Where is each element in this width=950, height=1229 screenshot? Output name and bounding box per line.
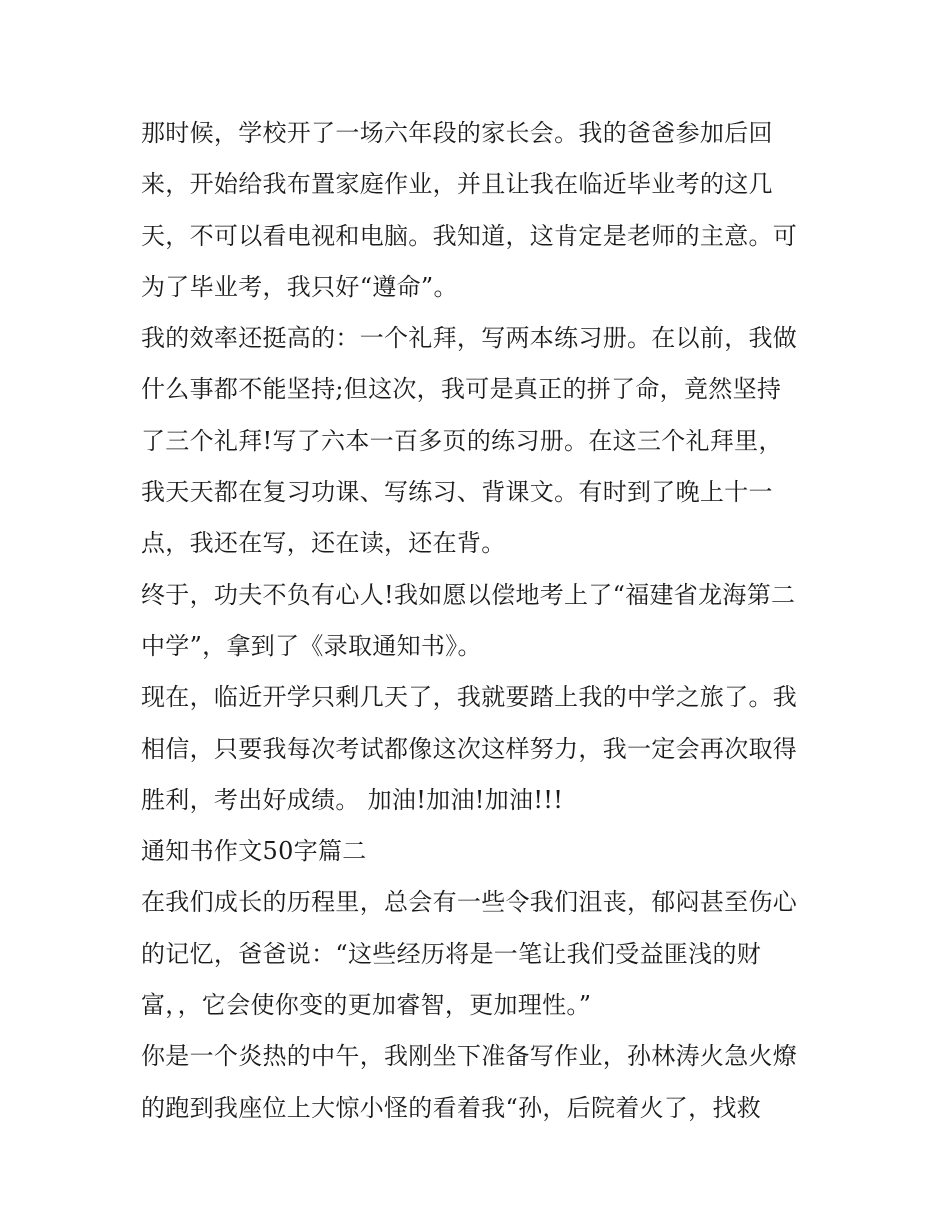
paragraph-line: 来，开始给我布置家庭作业，并且让我在临近毕业考的这几: [141, 170, 773, 199]
paragraph-line: 点，我还在写，还在读，还在背。: [141, 529, 506, 558]
paragraph-line: 了三个礼拜!写了六本一百多页的练习册。在这三个礼拜里，: [141, 426, 783, 455]
paragraph-line: 的记忆，爸爸说：“这些经历将是一笔让我们受益匪浅的财: [141, 939, 762, 968]
paragraph-line: 胜利，考出好成绩。 加油!加油!加油!!!: [141, 785, 564, 814]
paragraph-line: 我的效率还挺高的：一个礼拜，写两本练习册。在以前，我做: [141, 324, 798, 353]
paragraph-line: 天，不可以看电视和电脑。我知道，这肯定是老师的主意。可: [141, 221, 798, 250]
paragraph-line: 相信，只要我每次考试都像这次这样努力，我一定会再次取得: [141, 734, 798, 763]
section-heading: 通知书作文50字篇二: [141, 837, 367, 866]
document-body: [141, 108, 816, 1134]
paragraph-line: 我天天都在复习功课、写练习、背课文。有时到了晚上十一: [141, 478, 773, 507]
paragraph-line: 你是一个炎热的中午，我刚坐下准备写作业，孙林涛火急火燎: [141, 1042, 798, 1071]
paragraph-line: 的跑到我座位上大惊小怪的看着我“孙，后院着火了，找救: [141, 1093, 762, 1122]
paragraph-line: 中学”，拿到了《录取通知书》。: [141, 631, 482, 660]
paragraph-line: 为了毕业考，我只好“遵命”。: [141, 272, 458, 301]
paragraph-line: 在我们成长的历程里，总会有一些令我们沮丧，郁闷甚至伤心: [141, 888, 798, 917]
paragraph-line: 什么事都不能坚持;但这次，我可是真正的拼了命，竟然坚持: [141, 375, 782, 404]
paragraph-line: 那时候，学校开了一场六年段的家长会。我的爸爸参加后回: [141, 119, 773, 147]
paragraph-line: 富，，它会使你变的更加睿智，更加理性。”: [141, 991, 592, 1020]
paragraph-line: 现在，临近开学只剩几天了，我就要踏上我的中学之旅了。我: [141, 683, 798, 712]
paragraph-line: 终于，功夫不负有心人!我如愿以偿地考上了“福建省龙海第二: [141, 580, 796, 609]
